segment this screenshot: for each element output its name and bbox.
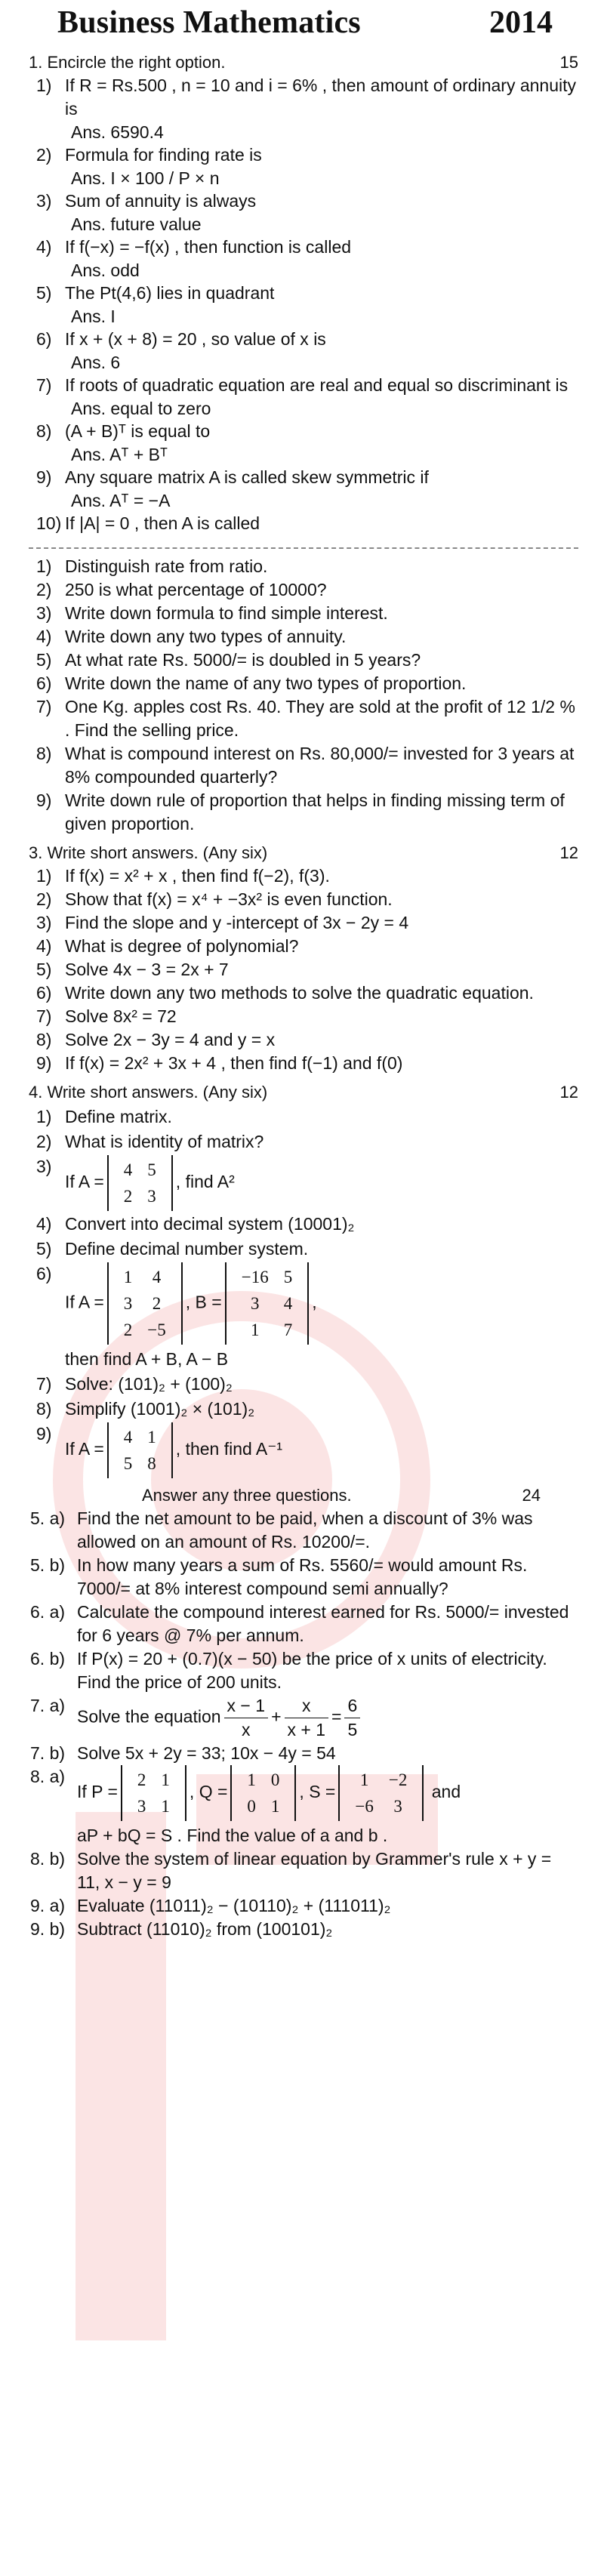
item-question: If f(−x) = −f(x) , then function is called — [65, 237, 352, 257]
item-number: 7) — [36, 1374, 52, 1394]
item-text: Define decimal number system. — [65, 1239, 309, 1259]
section-3-heading: 3. Write short answers. (Any six) 12 — [29, 842, 578, 864]
section-5-list — [29, 1507, 578, 1941]
short-question — [36, 1373, 578, 1396]
item-number: 6) — [36, 329, 52, 349]
item-number: 8) — [36, 1399, 52, 1419]
item-number: 2) — [36, 580, 52, 599]
item-number: 7) — [36, 1006, 52, 1026]
mcq-item — [36, 282, 578, 305]
short-question — [36, 1397, 578, 1421]
item-text: Subtract (11010)₂ from (100101)₂ — [77, 1919, 333, 1939]
denominator: 5 — [347, 1720, 358, 1739]
short-question — [36, 958, 578, 981]
item-question: The Pt(4,6) lies in quadrant — [65, 283, 275, 303]
short-question — [36, 911, 578, 935]
item-answer: Ans. I × 100 / P × n — [71, 168, 220, 188]
matrix-cell: 7 — [283, 1320, 293, 1339]
item-text: Solve 5x + 2y = 33; 10x − 4y = 54 — [77, 1743, 336, 1763]
matrix-cell: 3 — [123, 1294, 133, 1313]
item-number: 6. b) — [30, 1649, 66, 1669]
short-question — [36, 1422, 578, 1478]
item-number: 9. b) — [30, 1919, 66, 1939]
item-number: 5) — [36, 283, 52, 303]
section-4-list — [29, 1105, 578, 1478]
section-2-list — [29, 555, 578, 836]
item-number: 3) — [36, 913, 52, 932]
item-text: Evaluate (11011)₂ − (10110)₂ + (111011)₂ — [77, 1896, 391, 1915]
long-question — [30, 1694, 578, 1742]
section-4-heading: 4. Write short answers. (Any six) 12 — [29, 1081, 578, 1104]
item-number: 8. b) — [30, 1849, 66, 1869]
short-question — [36, 1213, 578, 1236]
item-answer: Ans. equal to zero — [71, 399, 211, 418]
matrix-cell: 3 — [137, 1797, 146, 1816]
mcq-item — [36, 143, 578, 167]
item-answer: Ans. odd — [71, 260, 140, 280]
item-text: , then find A⁻¹ — [175, 1439, 283, 1459]
item-text: Solve 8x² = 72 — [65, 1006, 177, 1026]
item-number: 5) — [36, 960, 52, 979]
long-question — [30, 1847, 578, 1894]
matrix-cell: 1 — [161, 1797, 170, 1816]
mcq-item — [36, 190, 578, 213]
item-answer: Ans. future value — [71, 214, 202, 234]
matrix-cell: 4 — [123, 1160, 133, 1179]
item-number: 5. b) — [30, 1555, 66, 1575]
item-number: 1) — [36, 556, 52, 576]
denominator: x + 1 — [287, 1720, 326, 1739]
matrix-cell: 1 — [147, 1428, 156, 1447]
item-text: Solve the equation — [77, 1706, 221, 1727]
fraction — [224, 1694, 269, 1742]
section-5-marks: 24 — [522, 1486, 541, 1505]
fraction — [344, 1694, 360, 1742]
matrix-a — [107, 1155, 173, 1211]
item-text: Solve: (101)₂ + (100)₂ — [65, 1374, 233, 1394]
mcq-item — [36, 512, 578, 535]
item-number: 1) — [36, 866, 52, 886]
item-text: Show that f(x) = x⁴ + −3x² is even function. — [65, 889, 393, 909]
item-number: 6. a) — [30, 1602, 66, 1622]
mcq-item — [36, 466, 578, 489]
matrix-cell: 4 — [152, 1268, 162, 1286]
short-question — [36, 649, 578, 672]
item-text: In how many years a sum of Rs. 5560/= would amount Rs. 7000/= at 8% interest compound semi annually? — [77, 1555, 528, 1598]
item-question: (A + B)ᵀ is equal to — [65, 421, 211, 441]
item-number: 2) — [36, 1132, 52, 1151]
numerator: x − 1 — [224, 1694, 269, 1718]
mcq-item — [36, 74, 578, 121]
section-3-marks: 12 — [559, 843, 578, 862]
paper-year: 2014 — [489, 5, 553, 40]
short-question — [36, 1155, 578, 1211]
item-number: 6) — [36, 983, 52, 1003]
item-text: If A = — [65, 1172, 104, 1192]
matrix-cell: 3 — [250, 1294, 260, 1313]
item-number: 5. a) — [30, 1508, 66, 1528]
item-number: 7) — [36, 375, 52, 395]
item-number: 8) — [36, 421, 52, 441]
long-question — [30, 1765, 578, 1847]
matrix-cell: −2 — [388, 1770, 408, 1789]
item-number: 9) — [36, 467, 52, 487]
operator: = — [331, 1706, 342, 1727]
section-4-marks: 12 — [559, 1083, 578, 1102]
short-question — [36, 864, 578, 888]
short-question — [36, 1130, 578, 1154]
item-question: If R = Rs.500 , n = 10 and i = 6% , then amount of ordinary annuity is — [65, 75, 576, 119]
matrix-cell: 3 — [147, 1187, 156, 1206]
item-number: 8) — [36, 744, 52, 763]
item-text: 250 is what percentage of 10000? — [65, 580, 327, 599]
matrix-cell: 0 — [270, 1770, 280, 1789]
numerator: 6 — [344, 1694, 360, 1718]
long-question — [30, 1554, 578, 1601]
item-text: Solve 4x − 3 = 2x + 7 — [65, 960, 229, 979]
short-question — [36, 555, 578, 578]
short-question — [36, 1262, 578, 1371]
item-number: 5) — [36, 1239, 52, 1259]
item-text: What is compound interest on Rs. 80,000/= invested for 3 years at 8% compounded quarterly? — [65, 744, 575, 787]
short-question — [36, 1052, 578, 1075]
matrix-a — [107, 1422, 173, 1478]
item-question: Formula for finding rate is — [65, 145, 262, 165]
item-text: , find A² — [175, 1172, 235, 1192]
item-text: If f(x) = x² + x , then find f(−2), f(3). — [65, 866, 330, 886]
denominator: x — [242, 1720, 251, 1739]
long-question — [30, 1601, 578, 1647]
item-number: 9) — [36, 1053, 52, 1073]
item-text: Solve 2x − 3y = 4 and y = x — [65, 1030, 276, 1049]
item-number: 2) — [36, 889, 52, 909]
short-question — [36, 578, 578, 602]
mcq-item — [36, 420, 578, 443]
matrix-cell: 2 — [123, 1187, 133, 1206]
item-number: 1) — [36, 75, 52, 95]
short-question — [36, 935, 578, 958]
matrix-cell: 5 — [283, 1268, 293, 1286]
matrix-cell: 1 — [270, 1797, 280, 1816]
item-text: Find the slope and y -intercept of 3x − 2y = 4 — [65, 913, 409, 932]
matrix-a — [107, 1262, 183, 1345]
item-number: 2) — [36, 145, 52, 165]
item-number: 4) — [36, 1214, 52, 1234]
item-question: Any square matrix A is called skew symmetric if — [65, 467, 429, 487]
item-text: Calculate the compound interest earned for Rs. 5000/= invested for 6 years @ 7% per annum. — [77, 1602, 569, 1645]
item-number: 9. a) — [30, 1896, 66, 1915]
matrix-cell: 1 — [123, 1268, 133, 1286]
matrix-cell: 1 — [247, 1770, 256, 1789]
item-text: If A = — [65, 1292, 104, 1312]
section-3-list — [29, 864, 578, 1075]
section-4 — [29, 1081, 578, 1478]
item-number: 9) — [36, 1424, 52, 1444]
item-number: 3) — [36, 603, 52, 623]
mcq-item — [36, 374, 578, 397]
item-text: , Q = — [189, 1782, 228, 1802]
short-question — [36, 981, 578, 1005]
matrix-cell: 5 — [123, 1454, 133, 1473]
item-question: If |A| = 0 , then A is called — [65, 513, 260, 533]
paper-title: Business Mathematics — [57, 5, 361, 40]
item-text: Find the net amount to be paid, when a discount of 3% was allowed on an amount of Rs. 10200/=. — [77, 1508, 533, 1551]
fraction — [285, 1694, 329, 1742]
matrix-cell: 0 — [247, 1797, 256, 1816]
item-text: Write down the name of any two types of proportion. — [65, 673, 467, 693]
item-number: 4) — [36, 936, 52, 956]
matrix-s — [338, 1765, 424, 1821]
item-text: and — [427, 1782, 461, 1802]
numerator: x — [285, 1694, 329, 1718]
matrix-cell: 1 — [161, 1770, 170, 1789]
item-text: , S = — [299, 1782, 336, 1802]
item-number: 1) — [36, 1107, 52, 1126]
short-question — [36, 625, 578, 649]
short-question — [36, 672, 578, 695]
item-text: One Kg. apples cost Rs. 40. They are sold at the profit of 12 1/2 % . Find the selling price. — [65, 697, 575, 740]
item-text: aP + bQ = S . Find the value of a and b . — [77, 1826, 388, 1845]
matrix-cell: 4 — [283, 1294, 293, 1313]
item-text: , B = — [185, 1292, 222, 1312]
item-number: 7) — [36, 697, 52, 716]
short-question — [36, 1005, 578, 1028]
matrix-cell: 3 — [393, 1797, 402, 1816]
short-question — [36, 1105, 578, 1129]
item-text: , — [312, 1292, 317, 1312]
matrix-cell: 1 — [250, 1320, 260, 1339]
section-3 — [29, 842, 578, 1075]
section-1 — [29, 51, 578, 535]
item-text: Solve the system of linear equation by Grammer's rule x + y = 11, x − y = 9 — [77, 1849, 552, 1892]
item-text: What is degree of polynomial? — [65, 936, 299, 956]
item-number: 3) — [36, 1157, 52, 1176]
item-text: Write down any two methods to solve the quadratic equation. — [65, 983, 534, 1003]
matrix-cell: 2 — [137, 1770, 146, 1789]
matrix-b — [225, 1262, 309, 1345]
item-text: If A = — [65, 1439, 104, 1459]
matrix-p — [121, 1765, 186, 1821]
item-text: Simplify (1001)₂ × (101)₂ — [65, 1399, 255, 1419]
section-1-heading: 1. Encircle the right option. 15 — [29, 51, 578, 74]
item-number: 4) — [36, 627, 52, 646]
section-1-list — [29, 74, 578, 535]
item-text: then find A + B, A − B — [65, 1349, 229, 1369]
item-number: 9) — [36, 790, 52, 810]
matrix-cell: 5 — [147, 1160, 156, 1179]
operator: + — [271, 1706, 282, 1727]
section-5 — [29, 1484, 578, 1941]
item-text: If P = — [77, 1782, 118, 1802]
item-text: Distinguish rate from ratio. — [65, 556, 268, 576]
item-answer: Ans. Aᵀ + Bᵀ — [71, 445, 168, 464]
item-question: If x + (x + 8) = 20 , so value of x is — [65, 329, 326, 349]
matrix-cell: −16 — [241, 1268, 269, 1286]
section-divider — [29, 547, 578, 549]
matrix-cell: 2 — [152, 1294, 162, 1313]
item-number: 3) — [36, 191, 52, 211]
long-question — [30, 1742, 578, 1765]
matrix-cell: −6 — [355, 1797, 374, 1816]
item-number: 8) — [36, 1030, 52, 1049]
short-question — [36, 1237, 578, 1261]
item-number: 5) — [36, 650, 52, 670]
item-number: 7. a) — [30, 1696, 66, 1715]
long-question — [30, 1918, 578, 1941]
matrix-cell: 8 — [147, 1454, 156, 1473]
item-answer: Ans. Aᵀ = −A — [71, 491, 171, 510]
matrix-cell: 2 — [123, 1320, 133, 1339]
item-question: If roots of quadratic equation are real and equal so discriminant is — [65, 375, 569, 395]
mcq-item — [36, 328, 578, 351]
short-question — [36, 695, 578, 742]
short-question — [36, 888, 578, 911]
matrix-cell: 4 — [123, 1428, 133, 1447]
short-question — [36, 742, 578, 789]
item-text: What is identity of matrix? — [65, 1132, 264, 1151]
mcq-item — [36, 236, 578, 259]
item-answer: Ans. 6 — [71, 353, 121, 372]
section-2 — [29, 555, 578, 836]
item-number: 10) — [36, 513, 62, 533]
matrix-cell: 1 — [359, 1770, 369, 1789]
short-question — [36, 1028, 578, 1052]
item-text: Write down rule of proportion that helps in finding missing term of given proportion. — [65, 790, 565, 834]
item-number: 7. b) — [30, 1743, 66, 1763]
short-question — [36, 602, 578, 625]
item-text: Convert into decimal system (10001)₂ — [65, 1214, 355, 1234]
item-text: If P(x) = 20 + (0.7)(x − 50) be the price of x units of electricity. Find the price of 200 units. — [77, 1649, 547, 1692]
section-5-heading: Answer any three questions. 24 — [142, 1484, 578, 1507]
long-question — [30, 1647, 578, 1694]
item-text: If f(x) = 2x² + 3x + 4 , then find f(−1) and f(0) — [65, 1053, 403, 1073]
item-text: Define matrix. — [65, 1107, 172, 1126]
item-answer: Ans. 6590.4 — [71, 122, 164, 142]
item-answer: Ans. I — [71, 307, 116, 326]
paper-header — [29, 0, 578, 45]
long-question — [30, 1507, 578, 1554]
item-text: Write down formula to find simple interest. — [65, 603, 388, 623]
long-question — [30, 1894, 578, 1918]
item-number: 6) — [36, 673, 52, 693]
item-number: 4) — [36, 237, 52, 257]
item-text: Write down any two types of annuity. — [65, 627, 347, 646]
item-number: 6) — [36, 1264, 52, 1283]
section-1-marks: 15 — [559, 53, 578, 72]
item-question: Sum of annuity is always — [65, 191, 257, 211]
short-question — [36, 789, 578, 836]
item-text: At what rate Rs. 5000/= is doubled in 5 years? — [65, 650, 421, 670]
matrix-q — [230, 1765, 296, 1821]
matrix-cell: −5 — [147, 1320, 166, 1339]
item-number: 8. a) — [30, 1767, 66, 1786]
